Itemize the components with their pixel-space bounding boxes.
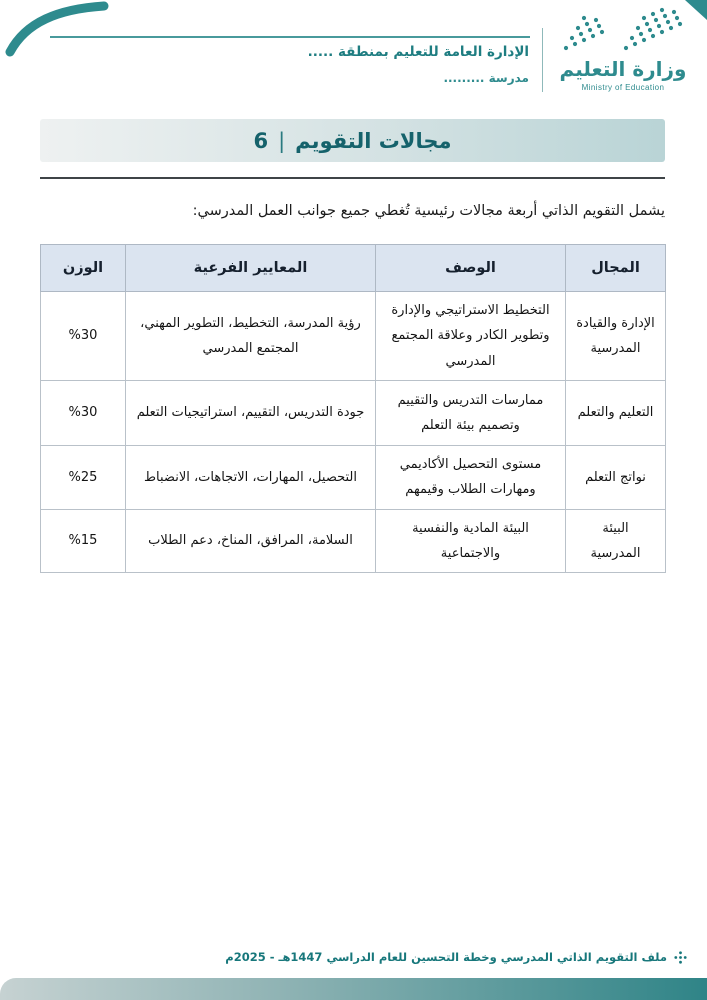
ministry-logo-dots-icon (548, 6, 698, 52)
cell-domain: الإدارة والقيادة المدرسية (566, 292, 666, 381)
cell-weight: %25 (41, 446, 126, 510)
column-header-criteria: المعايير الفرعية (126, 245, 376, 292)
evaluation-domains-table (40, 244, 666, 573)
table-row (41, 381, 666, 446)
school-name: مدرسة ......... (443, 71, 529, 85)
cell-criteria: السلامة، المرافق، المناخ، دعم الطلاب (126, 509, 376, 573)
cell-criteria: التحصيل، المهارات، الاتجاهات، الانضباط (126, 446, 376, 510)
title-underline (40, 177, 665, 179)
cell-description: ممارسات التدريس والتقييم وتصميم بيئة التعلم (376, 381, 566, 446)
section-title: مجالات التقويم (295, 128, 452, 153)
column-header-description: الوصف (376, 245, 566, 292)
table-row (41, 509, 666, 573)
footer-text: ملف التقويم الذاتي المدرسي وخطة التحسين للعام الدراسي 1447هـ - 2025م (225, 950, 667, 964)
page-footer (225, 950, 687, 964)
column-header-weight: الوزن (41, 245, 126, 292)
cell-domain: البيئة المدرسية (566, 509, 666, 573)
title-divider: | (278, 128, 286, 153)
column-header-domain: المجال (566, 245, 666, 292)
section-title-bar (40, 119, 665, 162)
ministry-logo (547, 6, 699, 92)
cell-weight: %15 (41, 509, 126, 573)
cell-criteria: رؤية المدرسة، التخطيط، التطوير المهني، المجتمع المدرسي (126, 292, 376, 381)
header-separator-line (542, 28, 544, 92)
cell-description: مستوى التحصيل الأكاديمي ومهارات الطلاب وقيمهم (376, 446, 566, 510)
table-header-row (41, 245, 666, 292)
cell-weight: %30 (41, 292, 126, 381)
section-number: 6 (253, 128, 269, 153)
cell-criteria: جودة التدريس، التقييم، استراتيجيات التعلم (126, 381, 376, 446)
ministry-logo-arabic: وزارة التعليم (559, 57, 687, 81)
ministry-logo-english: Ministry of Education (581, 83, 665, 92)
cell-domain: التعليم والتعلم (566, 381, 666, 446)
header-text-block (308, 44, 529, 85)
cell-domain: نواتج التعلم (566, 446, 666, 510)
table-row (41, 446, 666, 510)
cell-description: التخطيط الاستراتيجي والإدارة وتطوير الكادر وعلاقة المجتمع المدرسي (376, 292, 566, 381)
org-name: الإدارة العامة للتعليم بمنطقة ..... (307, 44, 529, 60)
cell-weight: %30 (41, 381, 126, 446)
table-row (41, 292, 666, 381)
cell-description: البيئة المادية والنفسية والاجتماعية (376, 509, 566, 573)
intro-text: يشمل التقويم الذاتي أربعة مجالات رئيسية تُغطي جميع جوانب العمل المدرسي: (192, 203, 665, 219)
footer-ornament-icon (674, 951, 687, 964)
bottom-decoration-bar (0, 978, 707, 1000)
